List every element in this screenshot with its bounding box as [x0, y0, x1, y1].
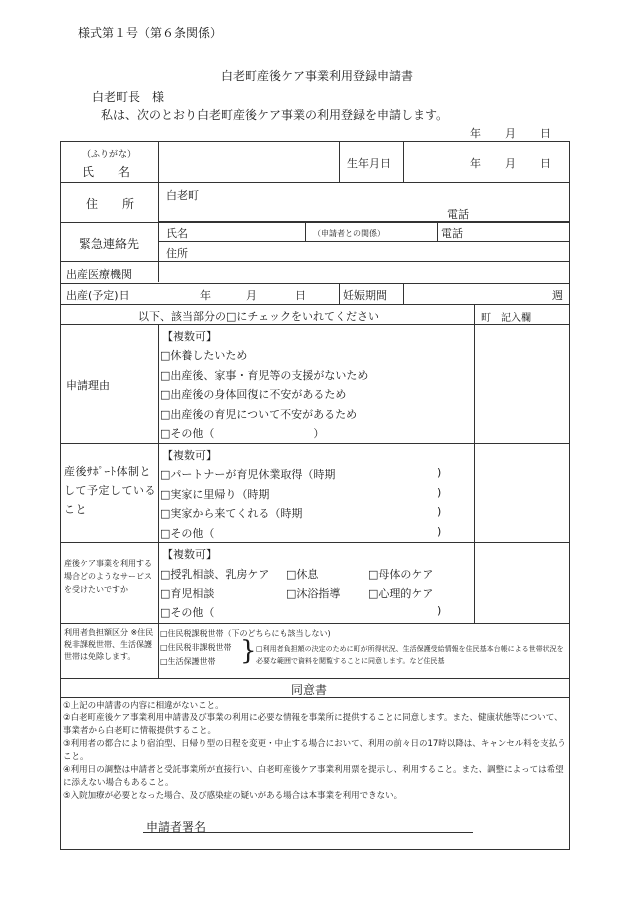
agreement-item: ④利用日の調整は申請者と受託事業所が直接行い、白老町産後ケア事業利用票を提示し、利用すること。また、調整によっては希望に添えない場合もあること。 [63, 765, 564, 788]
check-instruction: 以下、該当部分の□にチェックをいれてください [138, 310, 380, 323]
due-date-label: 出産(予定)日 [66, 289, 130, 302]
service-option[interactable]: □育児相談 [160, 587, 215, 600]
services-close-paren: ) [437, 604, 442, 617]
form-title: 白老町産後ケア事業利用登録申請書 [221, 69, 414, 83]
addressee: 白老町長 様 [92, 90, 165, 104]
agreement-item: ①上記の申請書の内容に相違がないこと。 [63, 701, 224, 711]
burden-consent[interactable]: □利用者負担額の決定のために町が所得状況、生活保護受給情報を住民基本台帳による世帯状況を必要な範囲で資料を閲覧することに同意します。など住民基 [256, 645, 564, 665]
support-option[interactable]: □実家から来てくれる（時期 [160, 507, 303, 520]
intro-text: 私は、次のとおり白老町産後ケア事業の利用登録を申請します。 [101, 108, 449, 122]
emergency-phone-label: 電話 [441, 227, 463, 240]
support-multi-label: 【複数可】 [162, 449, 217, 462]
agreement-title: 同意書 [291, 683, 328, 697]
services-multi-label: 【複数可】 [162, 548, 217, 561]
reason-option[interactable]: □休養したいため [160, 349, 248, 362]
support-close-paren: ) [437, 525, 442, 538]
support-close-paren: ) [437, 486, 442, 499]
reason-option[interactable]: □出産後、家事・育児等の支援がないため [160, 369, 369, 382]
form-number: 様式第１号（第６条関係） [78, 26, 223, 40]
support-option[interactable]: □その他（ [160, 527, 215, 540]
services-label: 産後ケア事業を利用する場合どのようなサービスを受けたいですか [64, 559, 152, 594]
name-input[interactable] [160, 143, 338, 181]
support-option[interactable]: □実家に里帰り（時期 [160, 488, 270, 501]
service-option[interactable]: □その他（ [160, 606, 215, 619]
facility-label: 出産医療機関 [66, 268, 132, 281]
reason-option[interactable]: □その他（ ） [160, 427, 325, 440]
date-month: 月 [505, 127, 516, 140]
pregnancy-label: 妊娠期間 [343, 289, 387, 302]
burden-option[interactable]: □生活保護世帯 [160, 657, 216, 666]
reason-option[interactable]: □出産後の育児について不安があるため [160, 408, 358, 421]
address-label: 住 所 [86, 197, 135, 211]
burden-label: 利用者負担額区分 ※住民税非課税世帯、生活保護世帯は免除します。 [64, 628, 154, 661]
town-column-header: 町 記入欄 [481, 313, 531, 324]
service-option[interactable]: □授乳相談、乳房ケア [160, 568, 270, 581]
reason-option[interactable]: □出産後の身体回復に不安があるため [160, 388, 347, 401]
address-prefill[interactable]: 白老町 [166, 189, 199, 202]
agreement-item: ②白老町産後ケア事業利用申請書及び事業の利用に必要な情報を事業所に提供することに同意します。また、健康状態等について、事業者から白老町に情報提供すること。 [63, 713, 563, 736]
service-option[interactable]: □休息 [286, 568, 319, 581]
emergency-name-label: 氏名 [166, 227, 188, 240]
service-option[interactable]: □母体のケア [368, 568, 434, 581]
burden-option[interactable]: □住民税非課税世帯 [160, 643, 232, 652]
facility-input[interactable] [160, 263, 567, 282]
reason-label: 申請理由 [66, 379, 110, 392]
due-year: 年 [200, 289, 211, 302]
emergency-label: 緊急連絡先 [79, 237, 140, 251]
burden-option[interactable]: □住民税課税世帯（下のどちらにも該当しない) [160, 629, 331, 638]
name-label: 氏 名 [82, 165, 131, 179]
date-day: 日 [540, 127, 551, 140]
service-option[interactable]: □沐浴指導 [286, 587, 341, 600]
support-close-paren: ) [437, 466, 442, 479]
service-option[interactable]: □心理的ケア [368, 587, 434, 600]
due-day: 日 [295, 289, 306, 302]
reason-multi-label: 【複数可】 [162, 330, 217, 343]
birth-month: 月 [505, 157, 516, 170]
due-month: 月 [246, 289, 257, 302]
support-close-paren: ) [437, 505, 442, 518]
birthdate-label: 生年月日 [347, 157, 391, 170]
weeks-unit: 週 [552, 289, 563, 302]
agreement-item: ③利用者の都合により宿泊型、日帰り型の日程を変更・中止する場合において、利用の前々日の17時以降は、キャンセル料を支払うこと。 [63, 739, 566, 762]
relation-label: （申請者との関係） [313, 229, 385, 238]
emergency-address-label: 住所 [166, 247, 188, 260]
brace-icon: } [240, 636, 257, 666]
birth-year: 年 [470, 157, 481, 170]
phone-label: 電話 [447, 208, 469, 221]
signature-line[interactable] [143, 832, 473, 833]
furigana-label: （ふりがな） [82, 150, 137, 160]
agreement-item: ⑤入院加療が必要となった場合、及び感染症の疑いがある場合は本事業を利用できない。 [63, 791, 403, 801]
support-option[interactable]: □パートナーが育児休業取得（時期 [160, 468, 336, 481]
date-year: 年 [470, 127, 481, 140]
birth-day: 日 [540, 157, 551, 170]
signature-label: 申請者署名 [146, 820, 207, 834]
support-label: 産後ｻﾎﾟｰﾄ体制として予定していること [64, 465, 156, 516]
